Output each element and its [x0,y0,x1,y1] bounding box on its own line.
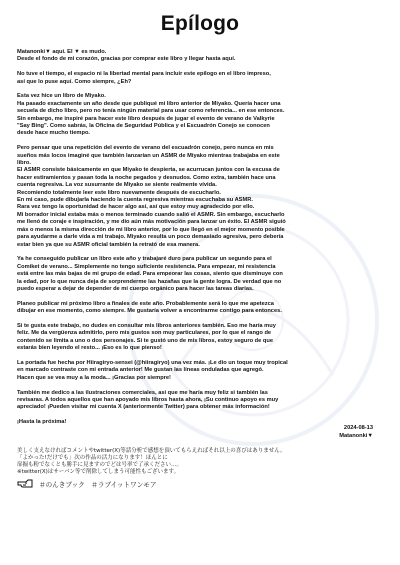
author-name: Matanonki▼ [339,432,373,439]
japanese-note: 美しく支えなければコメントやtwitter(X)等話分析で感想を頂いてもらえればそれ以上の喜びはありません。 「よかった!だけでも」次の作品の活力になります！ほんとに 扉掘も粉でなくとも勝手に見ますのでどは号率で了承ください…。 ※twitter(X)はサーバン等で削除してしまう可能性もございます。 [17,447,286,475]
paragraph-miyako-book: Esta vez hice un libro de Miyako. Ha pasado exactamente un año desde que publiqué mi libro anterior de Miyako. Quería hacer una secuela de dicho libro, pero no tenía ningún material para usar como referencia... en ese entonces. Sin embargo, me inspiré para hacer este libro después de jugar el evento de verano de Valkyrie "Say Bing". Como sabrás, la Oficina de Seguridad Pública y el Escuadrón Conejo se conocen desde hace mucho tiempo. [17,93,285,137]
date: 2024-08-13 [343,425,373,432]
date-author [339,425,383,440]
closing-line: ¡Hasta la próxima! [17,419,67,426]
signature-block [17,419,383,440]
paragraph-previous-books: Si te gusta este trabajo, no dudes en consultar mis libros anteriores también. Eso me haría muy feliz. Me da vergüenza admitirlo, pero mis gustos son muy particulares, por lo que el rango de contenido se limita a uno o dos personajes. Si te gustó uno de mis libros, estoy seguro de que estarás bien leyendo el resto... ¡Eso es lo que pienso! [17,322,276,352]
pointing-hand-icon [17,479,33,488]
hashtag-row [17,479,383,489]
page-title: Epílogo [160,12,240,35]
hashtags: ＃のんきブック ＃ラブイットワンモア [39,481,157,489]
paragraph-intro: Matanonki▼ aquí. El ▼ es mudo. Desde el fondo de mi corazón, gracias por comprar este libro y llegar hasta aquí. [17,49,236,63]
paragraph-resistance: Ya he conseguido publicar un libro este año y trabajaré duro para publicar un segundo para el Comiket de verano... Simplemente no tengo suficiente resistencia. Para empezar, mi resistencia está entre las más bajas de mi grupo de edad. Para empeorar las cosas, siento que disminuye con la edad, por lo que nunca deja de sorprenderme las hazañas que la gente logra. De verdad que no puedo esperar a dejar de depender de mi cuerpo orgánico para hacer las tareas diarias. [17,256,283,292]
paragraph-asmr: Pero pensar que una repetición del evento de verano del escuadrón conejo, pero nunca en mis sueños más locos imaginé que también lanzarían un ASMR de Miyako mientras trabajaba en este libro. El ASMR consiste básicamente en que Miyako te despierta, se acurrucan juntos con la excusa de hacer estiramientos y pasan toda la noche pegados y desnudos. Como extra, también hace una cuenta regresiva. La voz susurrante de Miyako se siente realmente vívida. Recomiendo totalmente leer este libro nuevamente después de escucharlo. En mi caso, pude dibujarla haciendo la cuenta regresiva mientras escuchaba su ASMR. Rara vez tengo la oportunidad de hacer algo así, así que estoy muy agradecido por ello. Mi borrador inicial estaba más o menos terminado cuando salió el ASMR. Sin embargo, escucharlo me llenó de coraje e inspiración, y me dio aún más motivación para lanzar un éxito. El ASMR siguió más o menos la misma dirección de mi libro anterior, por lo que llegó en el mejor momento posible para ayudarme a darle vida a mi trabajo. Miyako resulta un poco demasiado agresiva, pero debería estar bien ya que su ASMR oficial también la retrató de esa manera. [17,145,286,248]
paragraph-next-book: Planeo publicar mi próximo libro a finales de este año. Probablemente será lo que me apetezca dibujar en ese momento, como siempre. Me gustaría volver a encontrarme contigo para entonces. [17,300,282,315]
paragraph-no-time: No tuve el tiempo, el espacio ni la libertad mental para incluir este epílogo en el libro impreso, así que lo puse aquí. Como siempre, ¿Eh? [17,71,271,85]
paragraph-commercial: También me dedico a las ilustraciones comerciales, así que me haría muy feliz si también las revisaras. A todos aquellos que han apoyado mis libros hasta ahora, ¡Su continuo apoyo es muy apreciado! ¡Pueden visitar mi cuenta X (anteriormente Twitter) para obtener más información! [17,389,279,411]
paragraph-cover: La portada fue hecha por Hiiragiryo-sensei (@hiiragiryo) una vez más. ¡Le dio un toque muy tropical en marcado contraste con mi entrada anterior! Me gustan las líneas onduladas que agregó. Hacen que se vea muy a la moda... ¡Gracias por siempre! [17,359,288,381]
